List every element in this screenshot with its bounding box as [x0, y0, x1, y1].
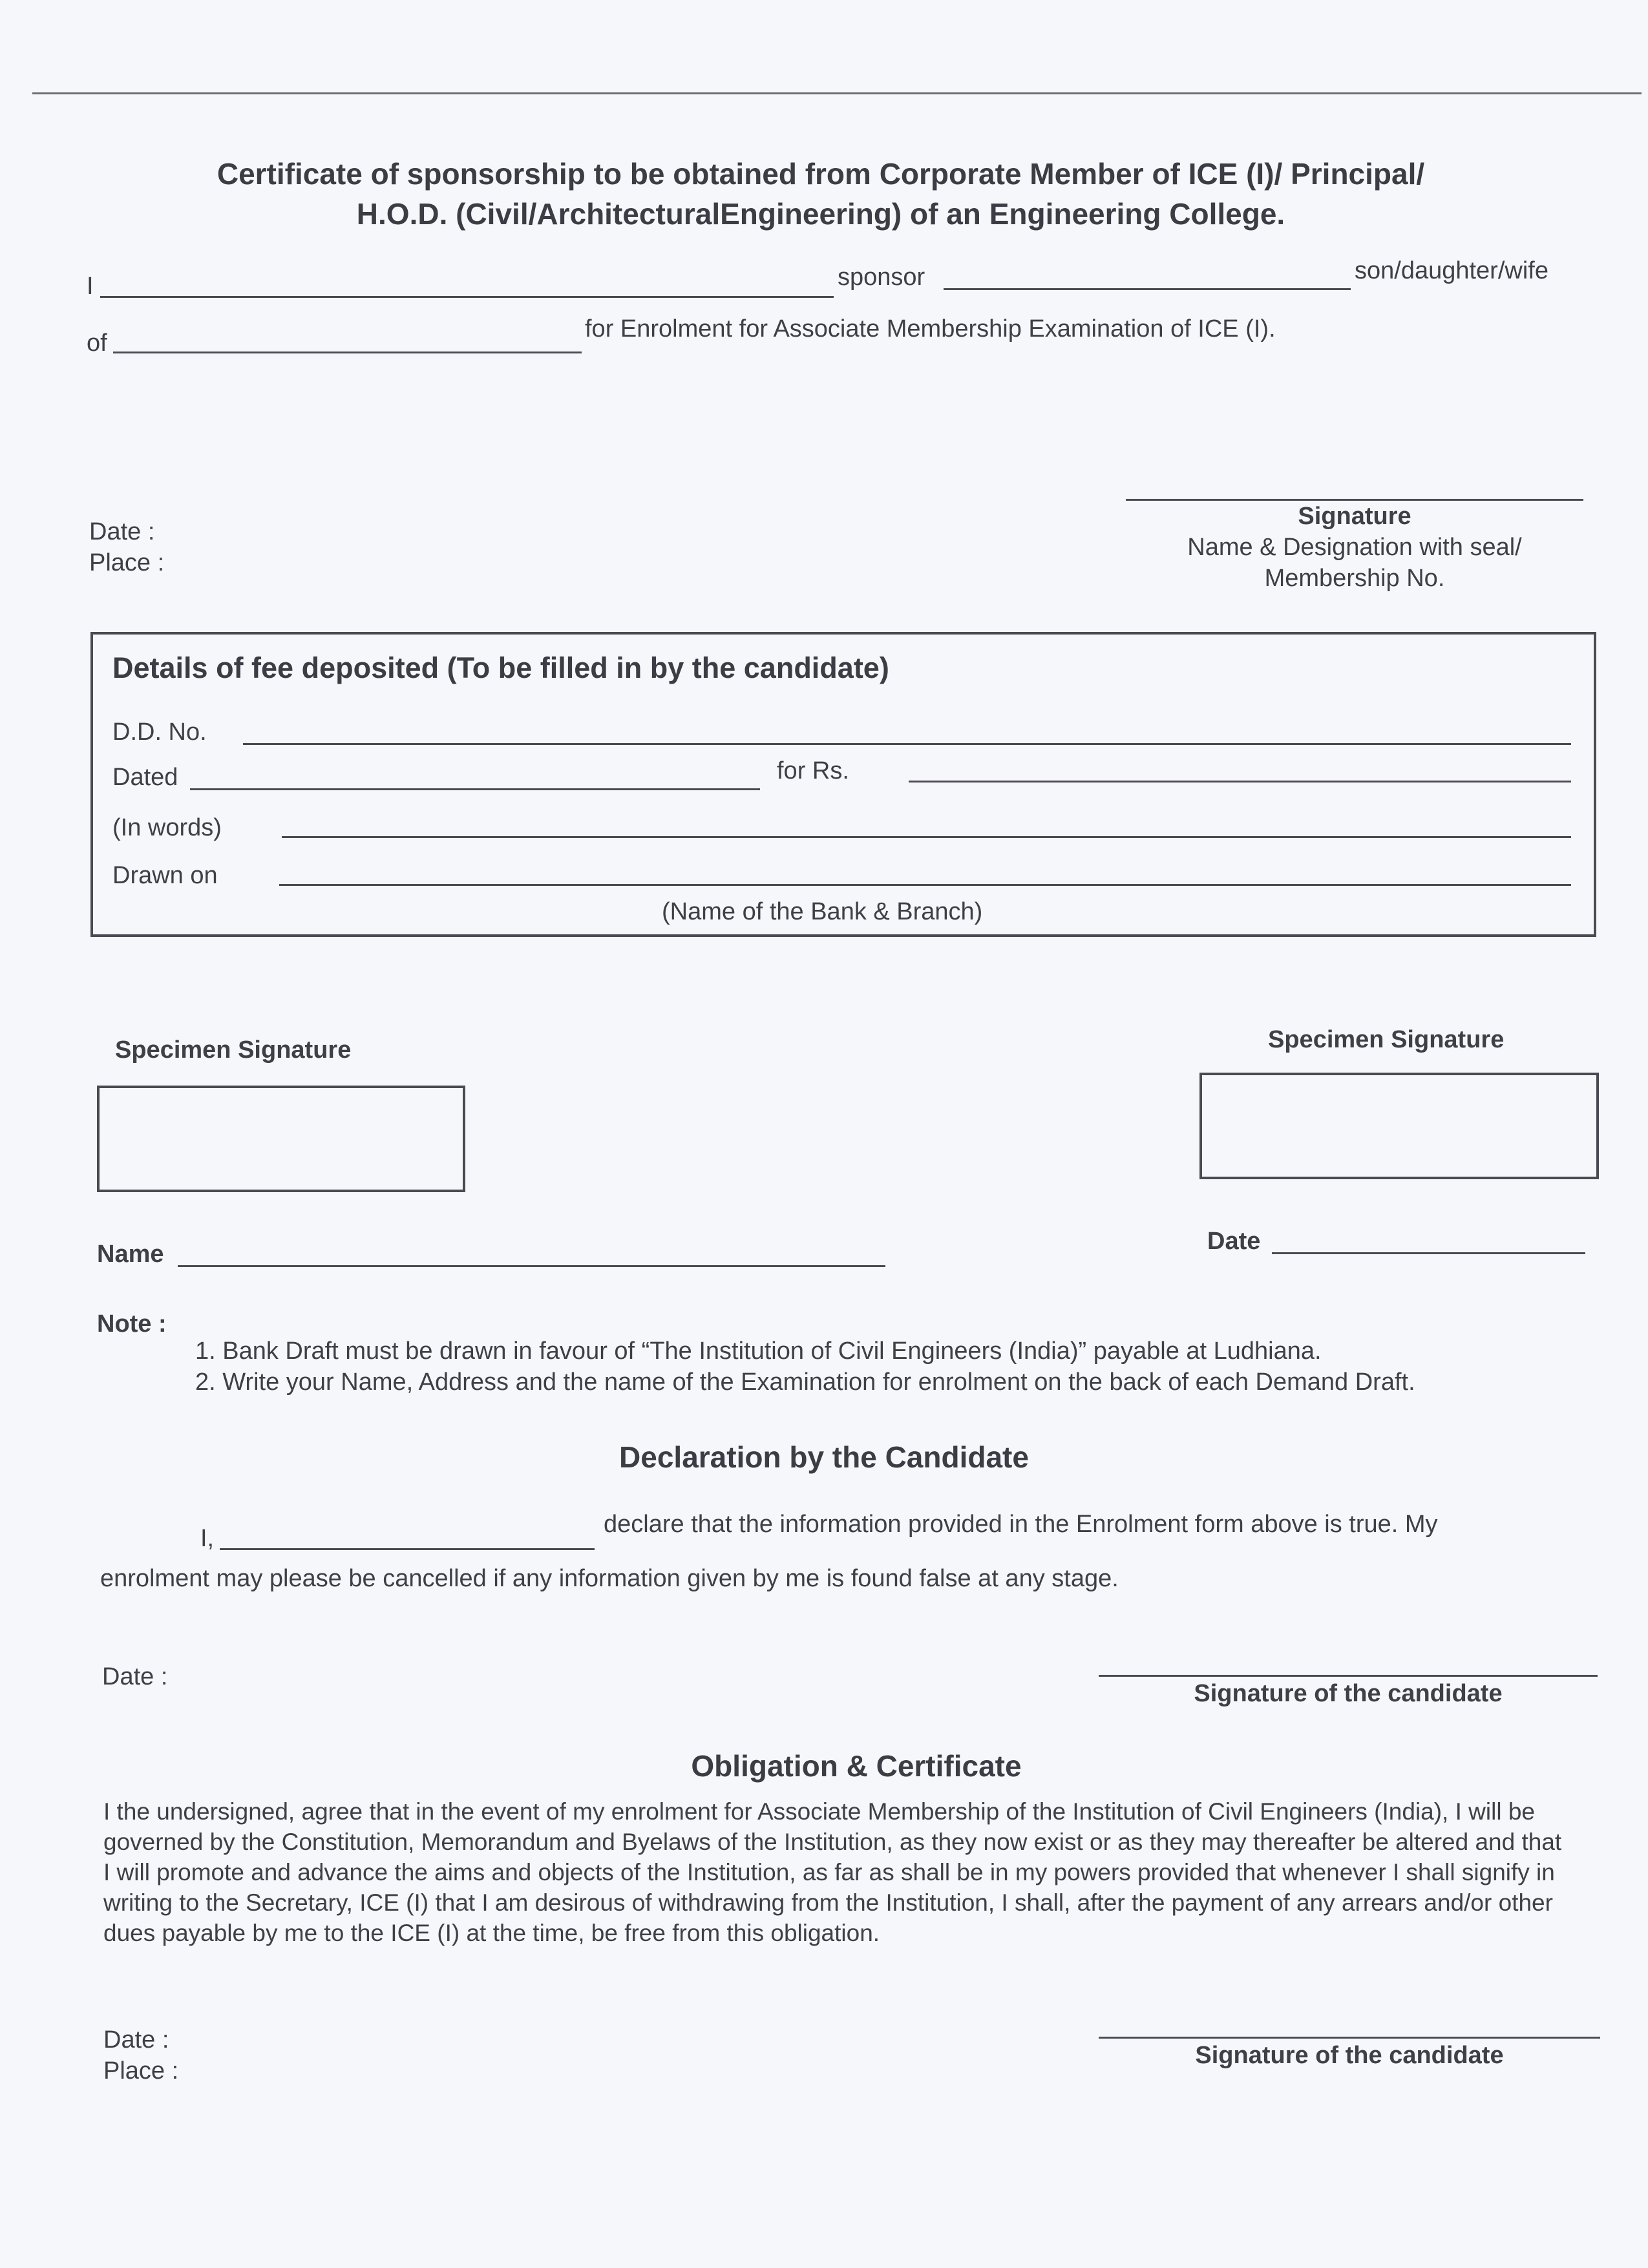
obligation-date-label: Date :	[103, 2026, 169, 2053]
specimen-date-field[interactable]	[1272, 1252, 1585, 1254]
fee-details-heading: Details of fee deposited (To be filled in by the candidate)	[112, 651, 889, 684]
designation-line2: Membership No.	[1264, 565, 1445, 592]
declaration-text-line1: declare that the information provided in the Enrolment form above is true. My	[604, 1511, 1438, 1538]
specimen-signature-left-box[interactable]	[97, 1086, 465, 1192]
name-field[interactable]	[178, 1265, 885, 1267]
specimen-signature-right-label: Specimen Signature	[1268, 1026, 1505, 1053]
designation-line1: Name & Designation with seal/	[1187, 534, 1522, 561]
note-item-2: 2. Write your Name, Address and the name of the Examination for enrolment on the back of each Demand Draft.	[195, 1369, 1415, 1396]
obligation-signature-field[interactable]	[1099, 2037, 1600, 2039]
top-rule	[32, 92, 1642, 94]
note-heading: Note :	[97, 1310, 167, 1338]
declaration-signature-field[interactable]	[1099, 1675, 1598, 1677]
declaration-i-label: I,	[200, 1525, 215, 1552]
of-label: of	[87, 330, 107, 357]
fee-details-box	[90, 632, 1596, 937]
sponsor-label: sponsor	[838, 264, 925, 291]
drawn-on-field[interactable]	[279, 884, 1571, 886]
obligation-line: dues payable by me to the ICE (I) at the time, be free from this obligation.	[103, 1920, 880, 1946]
enrolment-text: for Enrolment for Associate Membership Examination of ICE (I).	[585, 315, 1276, 342]
obligation-body	[103, 1796, 1609, 1948]
dated-field[interactable]	[190, 788, 760, 790]
sponsor-i-label: I	[87, 273, 94, 300]
dd-no-field[interactable]	[243, 743, 1571, 745]
specimen-date-label: Date	[1207, 1228, 1261, 1255]
sponsorship-title	[78, 154, 1564, 234]
declaration-signature-label: Signature of the candidate	[1194, 1680, 1503, 1707]
obligation-heading: Obligation & Certificate	[691, 1749, 1022, 1783]
sponsorship-title-line1: Certificate of sponsorship to be obtained from Corporate Member of ICE (I)/ Principal/	[217, 157, 1425, 191]
declaration-heading: Declaration by the Candidate	[619, 1440, 1029, 1474]
amount-field[interactable]	[909, 781, 1571, 782]
signature-label: Signature	[1298, 503, 1411, 530]
candidate-name-field[interactable]	[944, 288, 1351, 290]
dd-no-label: D.D. No.	[112, 719, 207, 746]
name-label: Name	[97, 1241, 164, 1268]
specimen-signature-right-box[interactable]	[1199, 1073, 1599, 1179]
sponsor-name-field[interactable]	[100, 296, 834, 298]
in-words-label: (In words)	[112, 814, 222, 841]
obligation-signature-label: Signature of the candidate	[1195, 2042, 1504, 2069]
obligation-line: I the undersigned, agree that in the event of my enrolment for Associate Membership of the Institution of Civil Engineers (India), I will be	[103, 1798, 1535, 1825]
sponsorship-title-line2: H.O.D. (Civil/ArchitecturalEngineering) of an Engineering College.	[356, 197, 1285, 231]
declaration-text-line2: enrolment may please be cancelled if any information given by me is found false at any stage.	[100, 1565, 1119, 1592]
for-rs-label: for Rs.	[777, 757, 849, 784]
bank-branch-label: (Name of the Bank & Branch)	[662, 898, 983, 925]
relation-label: son/daughter/wife	[1355, 257, 1548, 284]
drawn-on-label: Drawn on	[112, 862, 218, 889]
specimen-signature-left-label: Specimen Signature	[115, 1036, 352, 1064]
declaration-name-field[interactable]	[220, 1548, 595, 1550]
obligation-place-label: Place :	[103, 2057, 179, 2084]
declaration-date-label: Date :	[102, 1663, 168, 1690]
sponsor-date-label: Date :	[89, 518, 155, 545]
obligation-line: governed by the Constitution, Memorandum and Byelaws of the Institution, as they now exist or as they may thereafter be altered and that	[103, 1829, 1562, 1855]
sponsor-place-label: Place :	[89, 549, 165, 576]
dated-label: Dated	[112, 764, 178, 791]
obligation-line: writing to the Secretary, ICE (I) that I am desirous of withdrawing from the Institution, I shall, after the payment of any arrears and/or other	[103, 1889, 1553, 1916]
parent-name-field[interactable]	[113, 352, 582, 353]
note-item-1: 1. Bank Draft must be drawn in favour of “The Institution of Civil Engineers (India)” payable at Ludhiana.	[195, 1338, 1322, 1365]
obligation-line: I will promote and advance the aims and objects of the Institution, as far as shall be in my powers provided that whenever I shall signify in	[103, 1859, 1555, 1885]
amount-in-words-field[interactable]	[282, 836, 1571, 838]
sponsor-signature-field[interactable]	[1126, 499, 1583, 501]
